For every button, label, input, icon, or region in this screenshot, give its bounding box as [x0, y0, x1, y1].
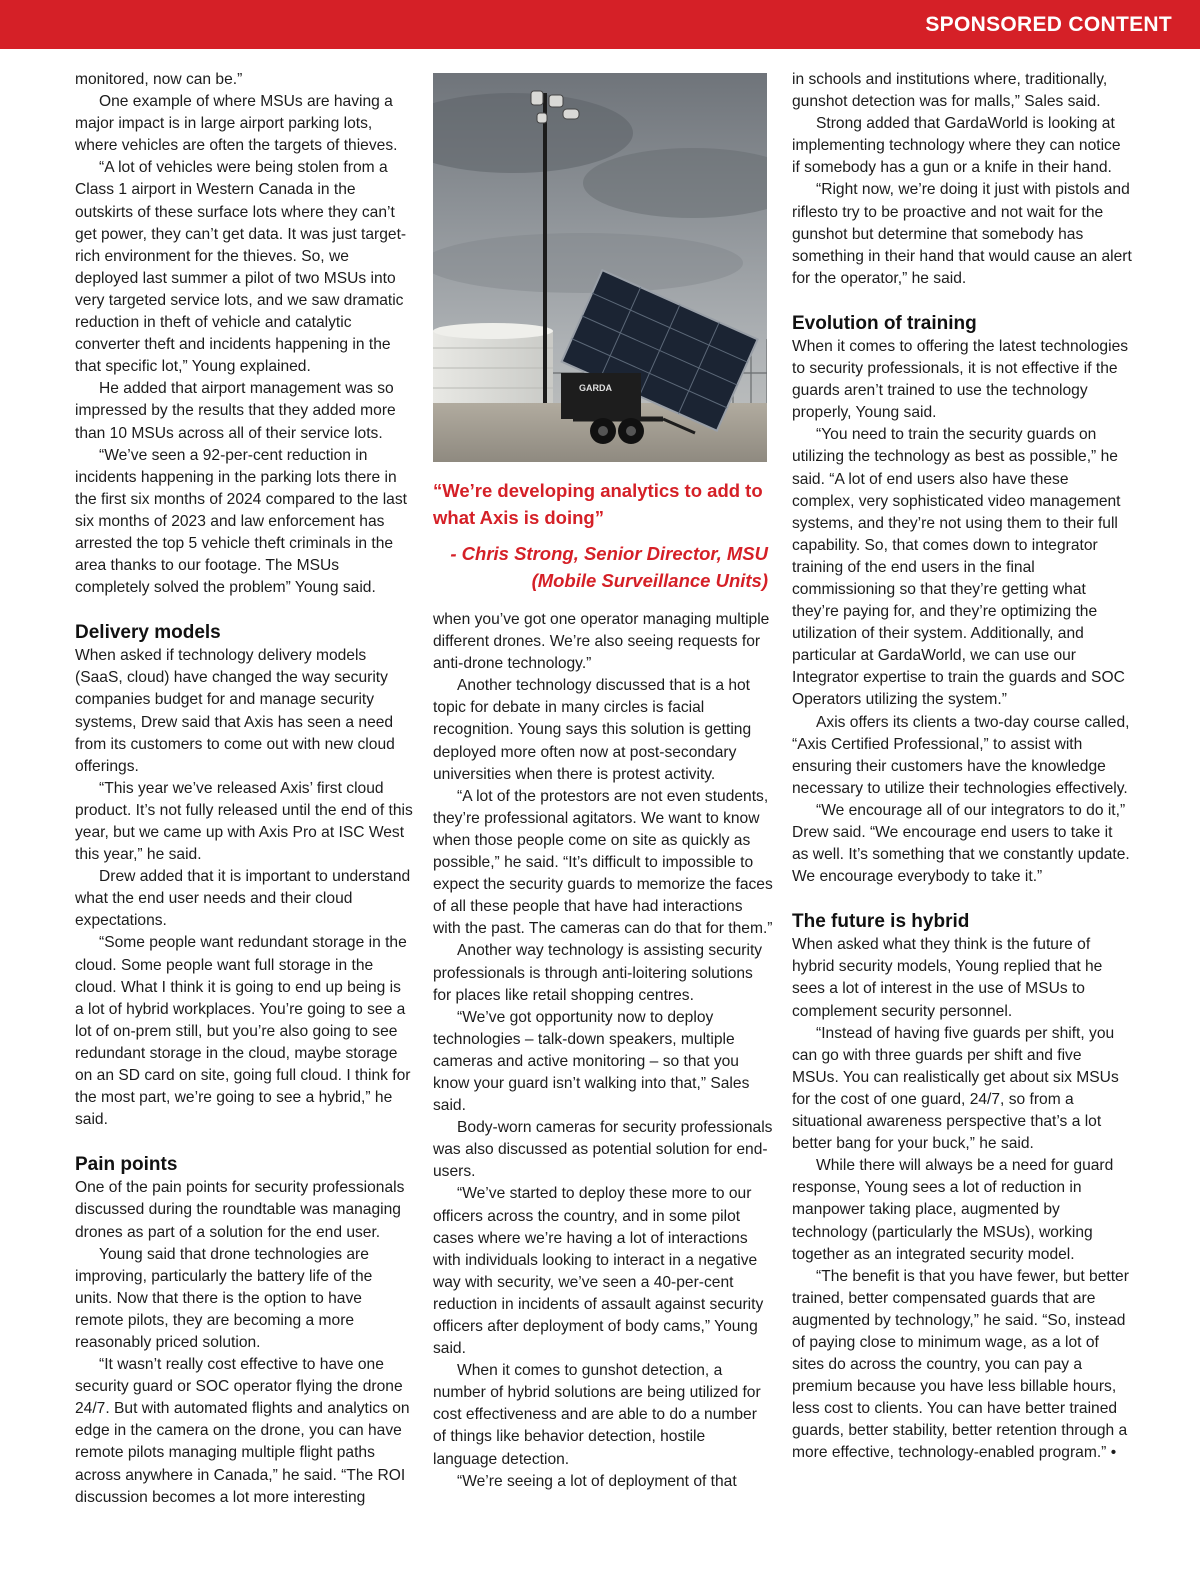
paragraph: Another way technology is assisting security professionals is through anti-loitering solutions for places like retail shopping centres.: [433, 942, 763, 1004]
article-column-3: [792, 69, 1132, 1465]
paragraph: Drew added that it is important to understand what the end user needs and their cloud expectations.: [75, 868, 411, 930]
paragraph: Young said that drone technologies are improving, particularly the battery life of the units. Now that there is the option to have remote pilots, they are becoming a more reasonably priced solution.: [75, 1245, 373, 1351]
paragraph: “We’re seeing a lot of deployment of that: [457, 1472, 737, 1490]
section-heading-future-is-hybrid: The future is hybrid: [792, 911, 970, 933]
paragraph: He added that airport management was so impressed by the results that they added more than 10 MSUs across all of their service lots.: [75, 380, 396, 442]
paragraph: “It wasn’t really cost effective to have one security guard or SOC operator flying the drone 24/7. But with automated flights and analytics on edge in the camera on the drone, you can have remote pilots managing multiple flight paths across anywhere in Canada,” he said. “The ROI discussion becomes a lot more interesting: [75, 1356, 410, 1506]
trailer-brand-text: GARDA: [579, 383, 612, 393]
paragraph: When asked if technology delivery models (SaaS, cloud) have changed the way security companies budget for and manage security systems, Drew said that Axis has seen a need from its customers to come out with new cloud offerings.: [75, 647, 395, 775]
paragraph: “A lot of vehicles were being stolen from a Class 1 airport in Western Canada in the outskirts of these surface lots where they can’t get power, they can’t get data. It was just target-rich environment for the thieves. So, we deployed last summer a pilot of two MSUs into very targeted service lots, and we saw dramatic reduction in theft of vehicle and catalytic converter theft and incidents happening in the that specific lot,” Young explained.: [75, 159, 407, 376]
paragraph: when you’ve got one operator managing multiple different drones. We’re also seeing requests for anti-drone technology.”: [433, 611, 770, 673]
article-column-1: [75, 69, 413, 1509]
paragraph: “The benefit is that you have fewer, but better trained, better compensated guards that are augmented by technology,” he said. “So, instead of paying close to minimum wage, as a lot of sites do across the country, you can pay a premium because you have less billable hours, less cost to clients. You can have better trained guards, better stability, better retention through a more effective, technology-enabled program.” •: [792, 1267, 1129, 1462]
paragraph: monitored, now can be.”: [75, 71, 243, 88]
paragraph: “We’ve seen a 92-per-cent reduction in incidents happening in the parking lots there in the first six months of 2024 compared to the last six months of 2023 and law enforcement has arrested the top 5 vehicle theft criminals in the area thanks to our footage. The MSUs completely solved the problem” Young said.: [75, 446, 407, 597]
paragraph: Strong added that GardaWorld is looking at implementing technology where they can notice if somebody has a gun or a knife in their hand.: [792, 115, 1121, 177]
paragraph: When it comes to gunshot detection, a number of hybrid solutions are being utilized for cost effectiveness and are able to do a number of things like behavior detection, hostile language detection.: [433, 1362, 761, 1468]
paragraph: “Instead of having five guards per shift, you can go with three guards per shift and five MSUs. You can realistically get about six MSUs for the cost of one guard, 24/7, so from a situational awareness perspective that’s a lot better bang for your buck,” he said.: [792, 1024, 1119, 1153]
section-heading-delivery-models: Delivery models: [75, 622, 221, 644]
paragraph: “We’ve got opportunity now to deploy technologies – talk-down speakers, multiple cameras and active monitoring – so that you know your guard isn’t walking into that,” Sales said.: [433, 1008, 750, 1115]
paragraph: One example of where MSUs are having a major impact is in large airport parking lots, where vehicles are often the targets of thieves.: [75, 93, 398, 155]
paragraph: “We encourage all of our integrators to do it,” Drew said. “We encourage end users to take it as well. It’s something that we constantly update. We encourage everybody to take it.”: [792, 801, 1130, 886]
pull-quote-attribution: - Chris Strong, Senior Director, MSU (Mobile Surveillance Units): [450, 543, 768, 591]
paragraph: “You need to train the security guards on utilizing the technology as best as possible,” he said. “A lot of end users also have these complex, very sophisticated video management systems, and they’re not using them to their full capability. So, that comes down to integrator training of the end users in the final commissioning so that they’re getting what they’re paying for, and they’re optimizing the utilization of their system. Additionally, and particular at GardaWorld, we can use our Integrator expertise to train the guards and SOC Operators utilizing the system.”: [792, 426, 1125, 709]
article-column-2: [433, 609, 773, 1493]
paragraph: Another technology discussed that is a hot topic for debate in many circles is facial recognition. Young says this solution is getting deployed more often now at post-secondary universities when there is protest activity.: [433, 677, 752, 783]
paragraph: “We’ve started to deploy these more to our officers across the country, and in some pilot cases where we’re having a lot of interactions with individuals looking to interact in a negative way with security, we’ve seen a 40-per-cent reduction in incidents of assault against security officers after deployment of body cams,” Young said.: [433, 1185, 764, 1358]
paragraph: Axis offers its clients a two-day course called, “Axis Certified Professional,” to assist with ensuring their customers have the knowledge necessary to utilize their technologies effectively.: [792, 713, 1130, 797]
paragraph: in schools and institutions where, traditionally, gunshot detection was for malls,” Sales said.: [792, 71, 1108, 111]
paragraph: Body-worn cameras for security professionals was also discussed as potential solution for end-users.: [433, 1119, 773, 1181]
paragraph: “Right now, we’re doing it just with pistols and riflesto try to be proactive and not wait for the gunshot but determine that somebody has something in their hand that would cause an alert for the operator,” he said.: [792, 181, 1132, 287]
section-heading-evolution-of-training: Evolution of training: [792, 312, 977, 334]
paragraph: When asked what they think is the future of hybrid security models, Young replied that he sees a lot of interest in the use of MSUs to complement security personnel.: [792, 936, 1103, 1020]
paragraph: “Some people want redundant storage in the cloud. Some people want full storage in the cloud. What I think it is going to end up being is a lot of hybrid workplaces. You’re going to see a lot of on-prem still, but you’re also going to see redundant storage in the cloud, maybe storage on an SD card on site, going full cloud. I think for the most part, we’re going to see a hybrid,” he said.: [75, 934, 411, 1129]
pull-quote: “We’re developing analytics to add to what Axis is doing”: [433, 480, 763, 528]
paragraph: One of the pain points for security professionals discussed during the roundtable was managing drones as part of a solution for the end user.: [75, 1179, 405, 1241]
paragraph: “This year we’ve released Axis’ first cloud product. It’s not fully released until the end of this year, but we came up with Axis Pro at ISC West this year,” he said.: [75, 779, 413, 864]
mobile-surveillance-unit-photo: [433, 73, 767, 462]
paragraph: When it comes to offering the latest technologies to security professionals, it is not effective if the guards aren’t trained to use the technology properly, Young said.: [792, 337, 1129, 422]
paragraph: While there will always be a need for guard response, Young sees a lot of reduction in manpower taking place, augmented by technology (particularly the MSUs), working together as an integrated security model.: [792, 1157, 1114, 1263]
sponsored-banner: [0, 0, 1200, 49]
paragraph: “A lot of the protestors are not even students, they’re professional agitators. We want to know when those people come on site as quickly as possible,” he said. “It’s difficult to impossible to expect the security guards to memorize the faces of all these people that have had interactions with the past. The cameras can do that for them.”: [433, 787, 773, 938]
sponsored-label: SPONSORED CONTENT: [925, 13, 1172, 36]
section-heading-pain-points: Pain points: [75, 1154, 178, 1176]
